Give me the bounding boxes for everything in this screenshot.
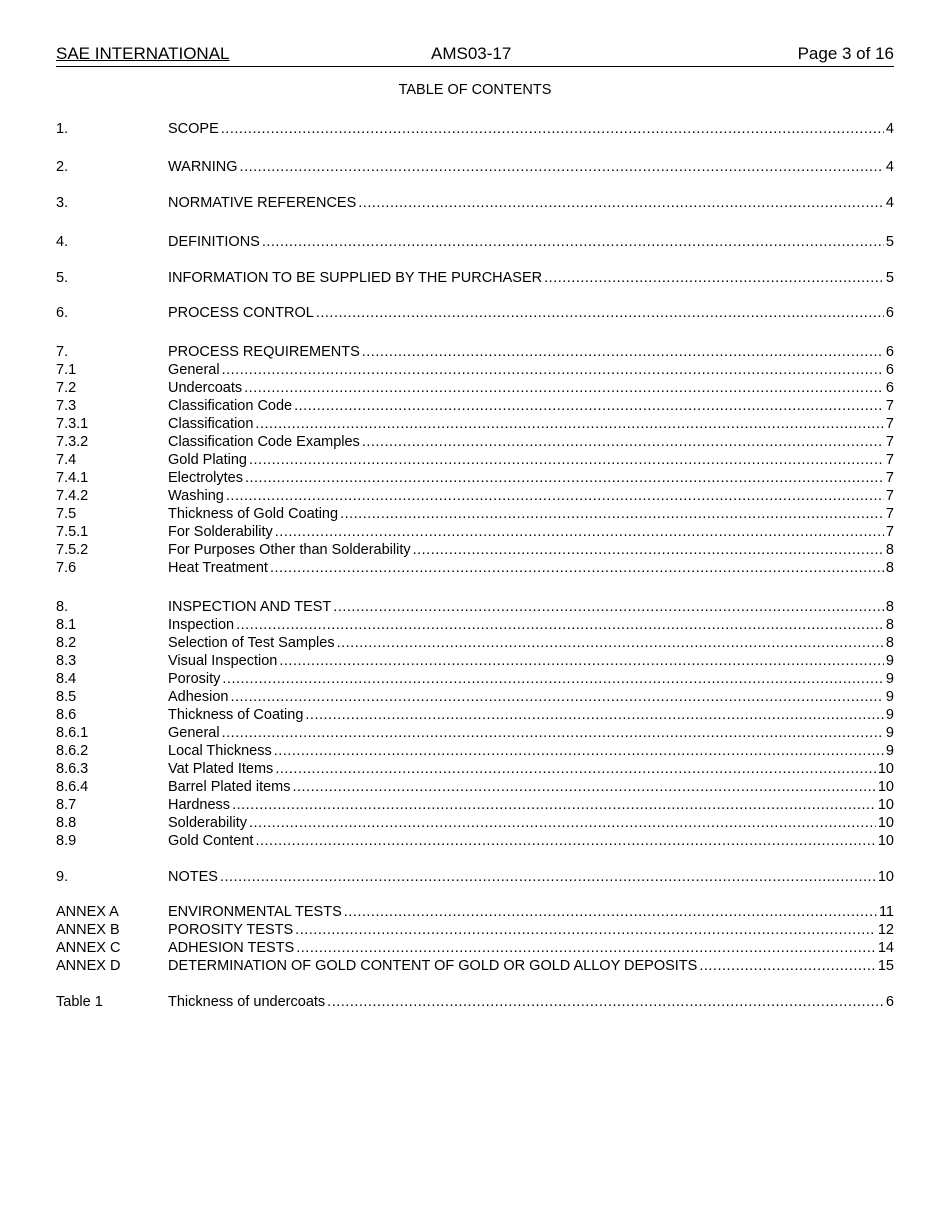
- dot-leader: [255, 415, 884, 433]
- toc-entry-number: 7.4.1: [56, 470, 89, 486]
- dot-leader: [358, 194, 884, 212]
- toc-entry-page: 7: [885, 398, 894, 414]
- dot-leader: [699, 957, 876, 975]
- toc-entry-title: Thickness of undercoats: [168, 994, 326, 1010]
- dot-leader: [245, 469, 884, 487]
- dot-leader: [327, 993, 884, 1011]
- toc-entry-title: Solderability: [168, 815, 247, 831]
- toc-entry-page: 8: [885, 635, 894, 651]
- dot-leader: [244, 379, 884, 397]
- toc-entry-page: 6: [885, 362, 894, 378]
- toc-entry[interactable]: [56, 993, 894, 1011]
- dot-leader: [222, 724, 884, 742]
- header-page-number: Page 3 of 16: [797, 44, 894, 63]
- toc-entry-page: 7: [885, 470, 894, 486]
- page-header: [56, 44, 894, 67]
- toc-entry-page: 6: [885, 305, 894, 321]
- toc-entry-page: 7: [885, 524, 894, 540]
- toc-entry[interactable]: [56, 616, 894, 634]
- toc-entry-page: 4: [885, 121, 894, 137]
- toc-entry[interactable]: [56, 523, 894, 541]
- toc-entry-page: 6: [885, 380, 894, 396]
- toc-entry-title: PROCESS CONTROL: [168, 305, 314, 321]
- toc-entry-page: 7: [885, 506, 894, 522]
- dot-leader: [337, 634, 884, 652]
- toc-entry-page: 10: [877, 869, 894, 885]
- toc-entry[interactable]: [56, 760, 894, 778]
- dot-leader: [236, 616, 884, 634]
- dot-leader: [340, 505, 884, 523]
- dot-leader: [262, 233, 884, 251]
- toc-title: TABLE OF CONTENTS: [398, 82, 552, 98]
- dot-leader: [220, 868, 876, 886]
- toc-entry-title: WARNING: [168, 159, 238, 175]
- toc-entry-title: DEFINITIONS: [168, 234, 260, 250]
- dot-leader: [249, 814, 876, 832]
- toc-entry[interactable]: [56, 814, 894, 832]
- toc-entry-number: 7.6: [56, 560, 77, 576]
- toc-entry-number: 7.5: [56, 506, 77, 522]
- toc-entry-number: ANNEX C: [56, 940, 121, 956]
- toc-entry-page: 7: [885, 452, 894, 468]
- dot-leader: [279, 652, 884, 670]
- toc-entry-title: Adhesion: [168, 689, 229, 705]
- toc-entry[interactable]: [56, 939, 894, 957]
- toc-entry-number: 8.2: [56, 635, 77, 651]
- dot-leader: [362, 343, 884, 361]
- toc-entry-page: 8: [885, 542, 894, 558]
- toc-entry-number: 8.7: [56, 797, 77, 813]
- dot-leader: [293, 778, 876, 796]
- toc-entry-title: For Purposes Other than Solderability: [168, 542, 411, 558]
- toc-entry-number: 3.: [56, 195, 69, 211]
- dot-leader: [255, 832, 875, 850]
- dot-leader: [296, 939, 876, 957]
- dot-leader: [240, 158, 884, 176]
- toc-entry[interactable]: [56, 652, 894, 670]
- toc-entry-number: 8.3: [56, 653, 77, 669]
- toc-entry[interactable]: [56, 796, 894, 814]
- dot-leader: [544, 269, 884, 287]
- toc-entry-number: 7.3.2: [56, 434, 89, 450]
- toc-entry[interactable]: [56, 361, 894, 379]
- dot-leader: [249, 451, 884, 469]
- header-organization: SAE INTERNATIONAL: [56, 44, 230, 63]
- toc-entry-number: ANNEX A: [56, 904, 119, 920]
- toc-entry-title: Local Thickness: [168, 743, 272, 759]
- dot-leader: [275, 523, 884, 541]
- toc-entry-page: 7: [885, 488, 894, 504]
- toc-entry-page: 7: [885, 416, 894, 432]
- dot-leader: [294, 397, 884, 415]
- toc-entry-title: For Solderability: [168, 524, 273, 540]
- toc-entry-title: Classification Code Examples: [168, 434, 360, 450]
- toc-entry-page: 15: [877, 958, 894, 974]
- toc-entry-page: 4: [885, 159, 894, 175]
- toc-entry-page: 9: [885, 743, 894, 759]
- toc-entry-number: 7.2: [56, 380, 77, 396]
- dot-leader: [316, 304, 884, 322]
- toc-entry[interactable]: [56, 487, 894, 505]
- toc-entry-title: NOTES: [168, 869, 218, 885]
- toc-entry-title: Thickness of Gold Coating: [168, 506, 339, 522]
- toc-entry-page: 9: [885, 707, 894, 723]
- toc-entry-number: 7.3.1: [56, 416, 89, 432]
- toc-entry[interactable]: [56, 233, 894, 251]
- toc-entry[interactable]: [56, 469, 894, 487]
- toc-entry-title: Classification Code: [168, 398, 293, 414]
- dot-leader: [275, 760, 876, 778]
- toc-entry[interactable]: [56, 832, 894, 850]
- toc-entry-number: 8.: [56, 599, 69, 615]
- toc-entry[interactable]: [56, 706, 894, 724]
- toc-entry-page: 10: [877, 797, 894, 813]
- dot-leader: [305, 706, 884, 724]
- toc-entry-number: 8.6.1: [56, 725, 89, 741]
- toc-entry[interactable]: [56, 379, 894, 397]
- toc-entry-title: POROSITY TESTS: [168, 922, 294, 938]
- toc-entry-title: Electrolytes: [168, 470, 243, 486]
- toc-entry-page: 10: [877, 779, 894, 795]
- toc-entry-number: 7.1: [56, 362, 77, 378]
- toc-entry-page: 8: [885, 599, 894, 615]
- toc-entry-title: Undercoats: [168, 380, 243, 396]
- toc-entry-number: 8.6.4: [56, 779, 89, 795]
- toc-entry[interactable]: [56, 724, 894, 742]
- toc-entry-title: General: [168, 362, 220, 378]
- dot-leader: [222, 361, 884, 379]
- toc-entry-number: 9.: [56, 869, 69, 885]
- toc-entry-number: 5.: [56, 270, 69, 286]
- toc-entry-page: 10: [877, 761, 894, 777]
- toc-entry-title: Washing: [168, 488, 224, 504]
- toc-entry-number: 8.6: [56, 707, 77, 723]
- toc-entry-title: Hardness: [168, 797, 231, 813]
- toc-entry[interactable]: [56, 451, 894, 469]
- toc-entry-title: Porosity: [168, 671, 221, 687]
- toc-entry-number: 8.1: [56, 617, 77, 633]
- toc-entry-number: 8.9: [56, 833, 77, 849]
- toc-entry-number: 4.: [56, 234, 69, 250]
- toc-entry-number: 7.3: [56, 398, 77, 414]
- toc-entry-page: 8: [885, 617, 894, 633]
- toc-entry[interactable]: [56, 343, 894, 361]
- toc-entry-page: 7: [885, 434, 894, 450]
- toc-entry[interactable]: [56, 397, 894, 415]
- dot-leader: [295, 921, 876, 939]
- toc-entry-number: 1.: [56, 121, 69, 137]
- dot-leader: [221, 120, 884, 138]
- toc-entry-page: 9: [885, 671, 894, 687]
- toc-entry[interactable]: [56, 598, 894, 616]
- toc-entry-title: PROCESS REQUIREMENTS: [168, 344, 360, 360]
- toc-entry-page: 6: [885, 344, 894, 360]
- toc-entry[interactable]: [56, 269, 894, 287]
- toc-entry-title: Selection of Test Samples: [168, 635, 335, 651]
- toc-entry-page: 8: [885, 560, 894, 576]
- toc-entry-number: ANNEX D: [56, 958, 121, 974]
- toc-entry-number: Table 1: [56, 994, 103, 1010]
- toc-entry[interactable]: [56, 120, 894, 138]
- toc-entry-number: 7.5.1: [56, 524, 89, 540]
- toc-entry-number: ANNEX B: [56, 922, 120, 938]
- toc-entry-number: 2.: [56, 159, 69, 175]
- toc-entry[interactable]: [56, 903, 894, 921]
- toc-entry-title: Gold Plating: [168, 452, 247, 468]
- toc-entry-title: Classification: [168, 416, 254, 432]
- toc-entry[interactable]: [56, 505, 894, 523]
- toc-entry-title: SCOPE: [168, 121, 219, 137]
- toc-entry-page: 12: [877, 922, 894, 938]
- toc-entry-title: INSPECTION AND TEST: [168, 599, 332, 615]
- toc-entry-title: ADHESION TESTS: [168, 940, 295, 956]
- toc-entry-title: DETERMINATION OF GOLD CONTENT OF GOLD OR GOLD ALLOY DEPOSITS: [168, 958, 698, 974]
- dot-leader: [222, 670, 884, 688]
- toc-entry-title: Inspection: [168, 617, 235, 633]
- toc-entry-page: 10: [877, 815, 894, 831]
- toc-entry-page: 9: [885, 653, 894, 669]
- toc-entry-page: 5: [885, 270, 894, 286]
- toc-entry-title: ENVIRONMENTAL TESTS: [168, 904, 342, 920]
- dot-leader: [232, 796, 876, 814]
- toc-entry[interactable]: [56, 742, 894, 760]
- toc-entry-title: INFORMATION TO BE SUPPLIED BY THE PURCHASER: [168, 270, 543, 286]
- toc-entry-title: Gold Content: [168, 833, 254, 849]
- toc-entry-page: 4: [885, 195, 894, 211]
- toc-entry-number: 8.6.3: [56, 761, 89, 777]
- toc-entry-number: 7.4: [56, 452, 77, 468]
- toc-entry[interactable]: [56, 778, 894, 796]
- toc-entry-page: 14: [877, 940, 894, 956]
- toc-entry-page: 9: [885, 689, 894, 705]
- toc-entry[interactable]: [56, 304, 894, 322]
- toc-entry-title: Heat Treatment: [168, 560, 268, 576]
- toc-entry-number: 8.5: [56, 689, 77, 705]
- toc-entry-number: 8.4: [56, 671, 77, 687]
- toc-entry-number: 8.6.2: [56, 743, 89, 759]
- dot-leader: [226, 487, 884, 505]
- dot-leader: [274, 742, 884, 760]
- toc-entry[interactable]: [56, 559, 894, 577]
- dot-leader: [230, 688, 883, 706]
- toc-entry[interactable]: [56, 957, 894, 975]
- dot-leader: [344, 903, 877, 921]
- toc-entry[interactable]: [56, 541, 894, 559]
- dot-leader: [413, 541, 884, 559]
- toc-entry-title: Barrel Plated items: [168, 779, 291, 795]
- toc-entry-title: NORMATIVE REFERENCES: [168, 195, 357, 211]
- toc-entry-title: Thickness of Coating: [168, 707, 304, 723]
- toc-entry[interactable]: [56, 670, 894, 688]
- toc-entry-title: General: [168, 725, 220, 741]
- toc-entry[interactable]: [56, 868, 894, 886]
- dot-leader: [362, 433, 884, 451]
- toc-entry-title: Visual Inspection: [168, 653, 278, 669]
- dot-leader: [333, 598, 884, 616]
- table-of-contents: [56, 120, 894, 1011]
- toc-entry-number: 8.8: [56, 815, 77, 831]
- toc-entry-number: 7.4.2: [56, 488, 89, 504]
- dot-leader: [270, 559, 884, 577]
- toc-entry-number: 6.: [56, 305, 69, 321]
- toc-entry-page: 9: [885, 725, 894, 741]
- toc-entry-page: 6: [885, 994, 894, 1010]
- toc-entry-page: 5: [885, 234, 894, 250]
- toc-entry[interactable]: [56, 688, 894, 706]
- toc-entry[interactable]: [56, 415, 894, 433]
- toc-entry[interactable]: [56, 194, 894, 212]
- toc-entry[interactable]: [56, 921, 894, 939]
- toc-entry-page: 11: [878, 904, 894, 920]
- toc-entry-number: 7.5.2: [56, 542, 89, 558]
- toc-entry[interactable]: [56, 158, 894, 176]
- toc-entry[interactable]: [56, 634, 894, 652]
- toc-entry[interactable]: [56, 433, 894, 451]
- toc-entry-title: Vat Plated Items: [168, 761, 274, 777]
- toc-entry-page: 10: [877, 833, 894, 849]
- header-document-id: AMS03-17: [431, 44, 512, 63]
- toc-entry-number: 7.: [56, 344, 69, 360]
